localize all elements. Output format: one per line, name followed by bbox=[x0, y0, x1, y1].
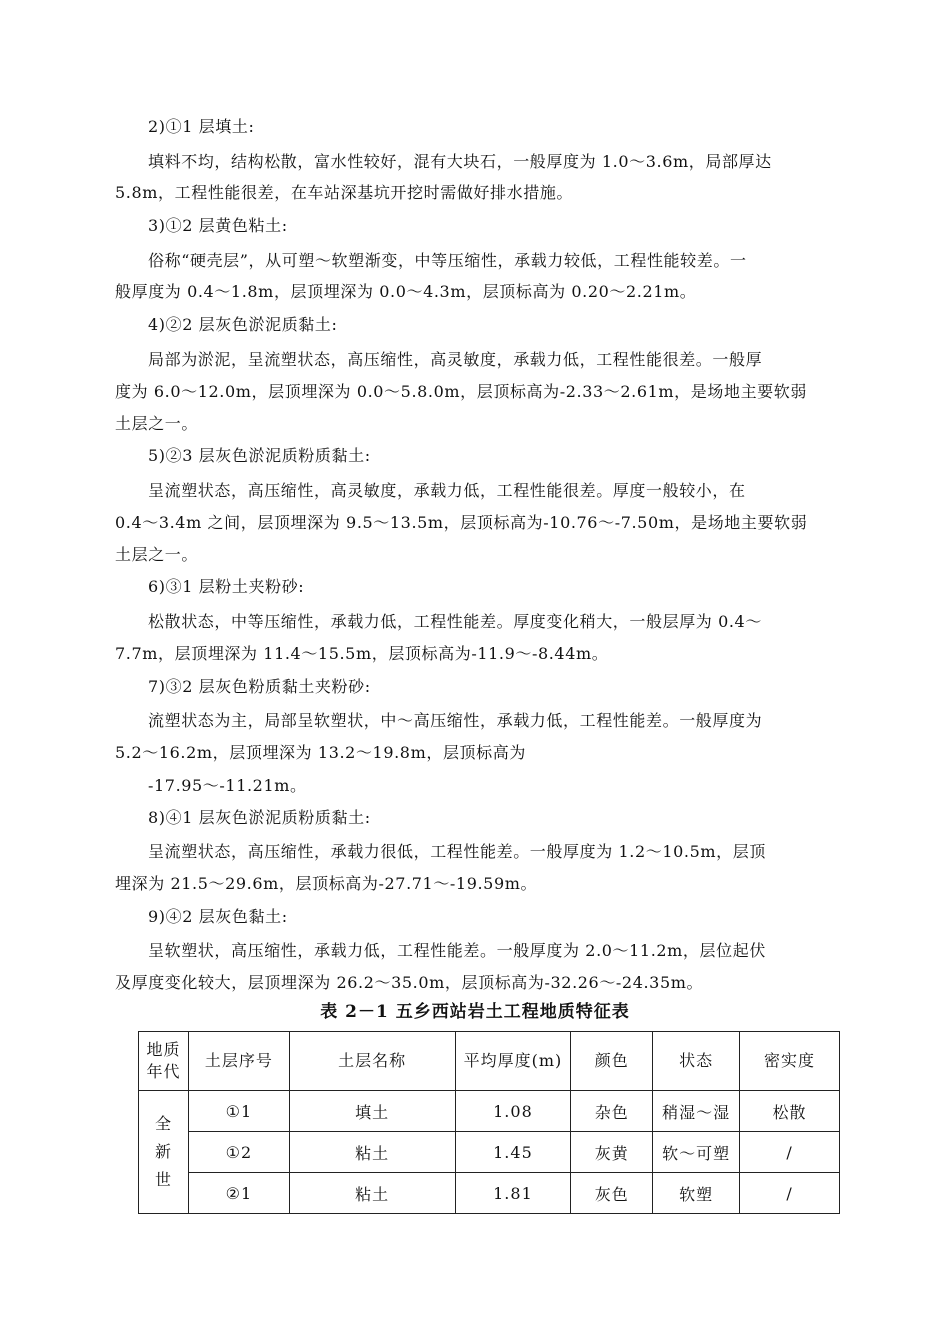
header-layer-no: 土层序号 bbox=[188, 1032, 289, 1091]
cell-density: 松散 bbox=[740, 1091, 840, 1132]
header-era-line1: 地质 bbox=[146, 1040, 181, 1059]
paragraph-line: 5.8m，工程性能很差，在车站深基坑开挖时需做好排水措施。 bbox=[115, 183, 574, 202]
cell-color: 杂色 bbox=[571, 1091, 653, 1132]
paragraph-line: 及厚度变化较大，层顶埋深为 26.2～35.0m，层顶标高为-32.26～-24.35m。 bbox=[115, 973, 704, 992]
paragraph-line: 俗称“硬壳层”，从可塑～软塑渐变，中等压缩性，承载力较低，工程性能较差。一 bbox=[148, 251, 747, 270]
header-era-line2: 年代 bbox=[146, 1062, 181, 1081]
cell-density: / bbox=[740, 1173, 840, 1214]
paragraph-line: 0.4～3.4m 之间，层顶埋深为 9.5～13.5m，层顶标高为-10.76～-7.50m，是场地主要软弱 bbox=[115, 513, 808, 532]
paragraph-line: 流塑状态为主，局部呈软塑状，中～高压缩性，承载力低，工程性能差。一般厚度为 bbox=[148, 711, 763, 730]
header-era bbox=[139, 1032, 189, 1091]
table-row bbox=[139, 1091, 840, 1132]
paragraph-line: 填料不均，结构松散，富水性较好，混有大块石，一般厚度为 1.0～3.6m，局部厚达 bbox=[148, 152, 772, 171]
section-heading: 2)①1 层填土: bbox=[148, 117, 255, 136]
era-char: 新 bbox=[154, 1142, 172, 1161]
section-heading: 5)②3 层灰色淤泥质粉质黏土: bbox=[148, 446, 371, 465]
section-heading: 8)④1 层灰色淤泥质粉质黏土: bbox=[148, 808, 371, 827]
era-cell bbox=[139, 1091, 189, 1214]
cell-layer-name: 粘土 bbox=[289, 1173, 455, 1214]
paragraph-line: 度为 6.0～12.0m，层顶埋深为 0.0～5.8.0m，层顶标高为-2.33～2.61m，是场地主要软弱 bbox=[115, 382, 807, 401]
paragraph-line: 呈软塑状，高压缩性，承载力低，工程性能差。一般厚度为 2.0～11.2m，层位起伏 bbox=[148, 941, 766, 960]
cell-density: / bbox=[740, 1132, 840, 1173]
header-layer-name: 土层名称 bbox=[289, 1032, 455, 1091]
paragraph-line: 呈流塑状态，高压缩性，承载力很低，工程性能差。一般厚度为 1.2～10.5m，层顶 bbox=[148, 842, 766, 861]
section-heading: 7)③2 层灰色粉质黏土夹粉砂: bbox=[148, 677, 371, 696]
paragraph-line: 土层之一。 bbox=[115, 414, 199, 433]
header-avg-thickness: 平均厚度(m) bbox=[455, 1032, 571, 1091]
header-color: 颜色 bbox=[571, 1032, 653, 1091]
cell-color: 灰色 bbox=[571, 1173, 653, 1214]
cell-avg-thickness: 1.08 bbox=[455, 1091, 571, 1132]
cell-state: 稍湿～湿 bbox=[653, 1091, 740, 1132]
paragraph-line: 5.2～16.2m，层顶埋深为 13.2～19.8m，层顶标高为 bbox=[115, 743, 526, 762]
era-char: 世 bbox=[154, 1170, 172, 1189]
paragraph-line: 局部为淤泥，呈流塑状态，高压缩性，高灵敏度，承载力低，工程性能很差。一般厚 bbox=[148, 350, 763, 369]
table-row bbox=[139, 1173, 840, 1214]
era-char: 全 bbox=[154, 1114, 172, 1133]
paragraph-line: 松散状态，中等压缩性，承载力低，工程性能差。厚度变化稍大，一般层厚为 0.4～ bbox=[148, 612, 762, 631]
cell-state: 软～可塑 bbox=[653, 1132, 740, 1173]
cell-layer-name: 粘土 bbox=[289, 1132, 455, 1173]
paragraph-line: 7.7m，层顶埋深为 11.4～15.5m，层顶标高为-11.9～-8.44m。 bbox=[115, 644, 609, 663]
cell-layer-no: ①1 bbox=[188, 1091, 289, 1132]
paragraph-line: -17.95～-11.21m。 bbox=[148, 776, 307, 795]
cell-state: 软塑 bbox=[653, 1173, 740, 1214]
cell-avg-thickness: 1.81 bbox=[455, 1173, 571, 1214]
paragraph-line: 埋深为 21.5～29.6m，层顶标高为-27.71～-19.59m。 bbox=[115, 874, 538, 893]
table-caption: 表 2－1 五乡西站岩土工程地质特征表 bbox=[320, 1002, 630, 1022]
cell-avg-thickness: 1.45 bbox=[455, 1132, 571, 1173]
header-density: 密实度 bbox=[740, 1032, 840, 1091]
header-state: 状态 bbox=[653, 1032, 740, 1091]
cell-layer-no: ②1 bbox=[188, 1173, 289, 1214]
cell-layer-no: ①2 bbox=[188, 1132, 289, 1173]
paragraph-line: 般厚度为 0.4～1.8m，层顶埋深为 0.0～4.3m，层顶标高为 0.20～2.21m。 bbox=[115, 282, 697, 301]
paragraph-line: 呈流塑状态，高压缩性，高灵敏度，承载力低，工程性能很差。厚度一般较小，在 bbox=[148, 481, 746, 500]
section-heading: 9)④2 层灰色黏土: bbox=[148, 907, 288, 926]
table-row bbox=[139, 1132, 840, 1173]
cell-layer-name: 填土 bbox=[289, 1091, 455, 1132]
section-heading: 4)②2 层灰色淤泥质黏土: bbox=[148, 315, 338, 334]
cell-color: 灰黄 bbox=[571, 1132, 653, 1173]
section-heading: 3)①2 层黄色粘土: bbox=[148, 216, 288, 235]
table-header-row bbox=[139, 1032, 840, 1091]
geology-table bbox=[138, 1031, 840, 1214]
section-heading: 6)③1 层粉土夹粉砂: bbox=[148, 577, 305, 596]
paragraph-line: 土层之一。 bbox=[115, 545, 199, 564]
